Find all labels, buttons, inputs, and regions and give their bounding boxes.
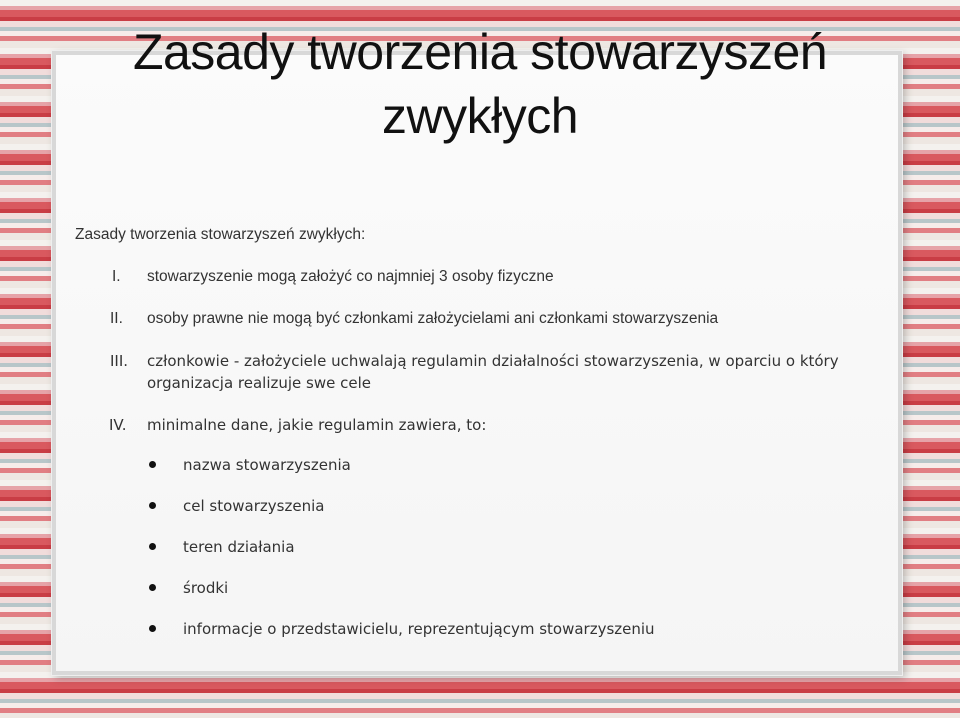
bullet-dot-icon [149,502,156,509]
bullet-item [75,618,905,640]
bullet-list [75,454,905,640]
slide-content [75,224,905,659]
list-item [75,308,905,330]
bullet-item [75,495,905,517]
title-line-1: Zasady tworzenia stowarzyszeń [132,24,828,80]
bullet-dot-icon [149,625,156,632]
list-item-number: IV. [109,416,127,434]
list-item-number: I. [112,268,121,285]
bullet-dot-icon [149,461,156,468]
bullet-item [75,454,905,476]
bullet-dot-icon [149,543,156,550]
bullet-dot-icon [149,584,156,591]
list-item-number: II. [110,310,123,327]
list-item [75,266,905,288]
bullet-item [75,536,905,558]
title-line-2: zwykłych [381,88,579,144]
list-item-text: członkowie - założyciele uchwalają regulamin działalności stowarzyszenia, w oparciu o który organizacja realizuje swe cele [147,352,839,392]
list-item-text: stowarzyszenie mogą założyć co najmniej 3 osoby fizyczne [147,268,554,285]
list-item-text: minimalne dane, jakie regulamin zawiera, to: [147,416,487,434]
bullet-text: teren działania [183,538,295,556]
bullet-text: środki [183,579,229,597]
bullet-text: informacje o przedstawicielu, reprezentującym stowarzyszeniu [183,620,655,638]
intro-text: Zasady tworzenia stowarzyszeń zwykłych: [75,226,366,243]
list-item-number: III. [110,352,129,370]
bullet-item [75,577,905,599]
bullet-text: nazwa stowarzyszenia [183,456,351,474]
bullet-text: cel stowarzyszenia [183,497,325,515]
list-item-text: osoby prawne nie mogą być członkami założycielami ani członkami stowarzyszenia [147,310,719,327]
list-item [75,414,905,436]
list-item [75,350,905,394]
slide-title [0,20,960,148]
